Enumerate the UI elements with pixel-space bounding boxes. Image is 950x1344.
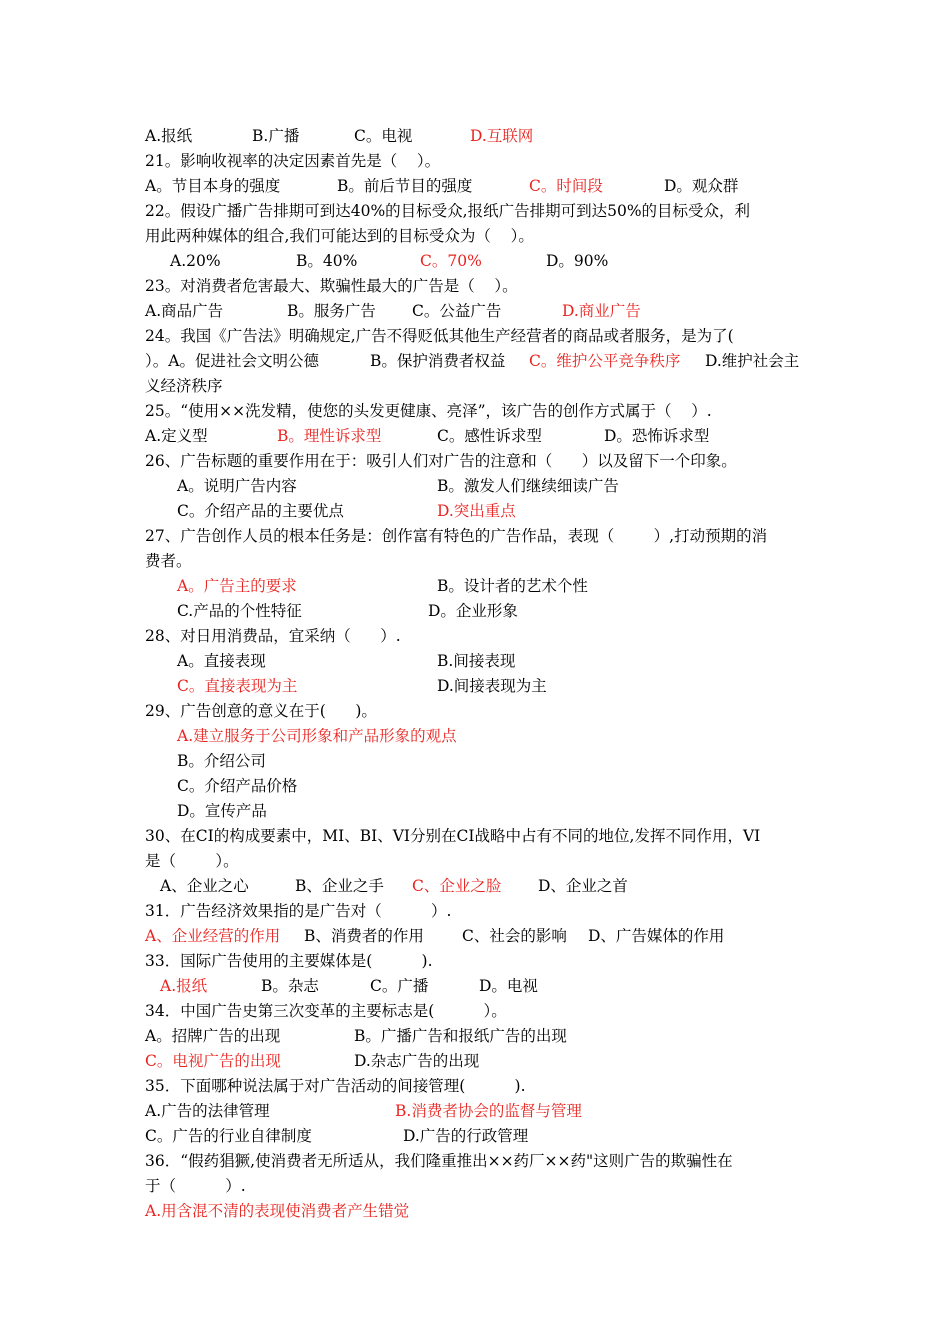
q21-option-d: D。观众群	[664, 177, 739, 195]
q22-stem-line1: 22。假设广播广告排期可到达40%的目标受众,报纸广告排期可到达50%的目标受众，利	[145, 202, 751, 220]
q36-stem-line1: 36．“假药猖獗,使消费者无所适从，我们隆重推出××药厂××药"这则广告的欺骗性在	[145, 1152, 733, 1170]
q24-stem-line3: 义经济秩序	[145, 377, 223, 395]
q20-option-a: A.报纸	[145, 127, 193, 145]
q27-option-d: D。企业形象	[428, 602, 518, 620]
q33-option-d: D。电视	[479, 977, 538, 995]
q23-option-c: C。公益广告	[412, 302, 502, 320]
q31-option-c: C、社会的影响	[462, 927, 567, 945]
q34-option-c-answer: C。电视广告的出现	[145, 1052, 281, 1070]
q21-option-a: A。节目本身的强度	[145, 177, 281, 195]
q24-option-c-answer: C。维护公平竞争秩序	[529, 352, 681, 370]
q22-option-c-answer: C。70%	[420, 252, 482, 270]
q24-option-a: ）。A。促进社会文明公德	[145, 352, 319, 370]
q24-option-d: D.维护社会主	[705, 352, 800, 370]
q25-option-b-answer: B。理性诉求型	[277, 427, 382, 445]
q22-option-b: B。40%	[296, 252, 358, 270]
q29-option-a-answer: A.建立服务于公司形象和产品形象的观点	[177, 727, 457, 745]
q27-stem-line2: 费者。	[145, 552, 192, 570]
q28-option-d: D.间接表现为主	[437, 677, 547, 695]
q27-stem-line1: 27、广告创作人员的根本任务是：创作富有特色的广告作品，表现（ ）,打动预期的消	[145, 527, 768, 545]
q31-option-d: D、广告媒体的作用	[588, 927, 725, 945]
q34-option-d: D.杂志广告的出现	[354, 1052, 480, 1070]
q23-option-a: A.商品广告	[145, 302, 224, 320]
q23-option-d-answer: D.商业广告	[562, 302, 641, 320]
q29-option-b: B。介绍公司	[177, 752, 266, 770]
q21-stem: 21。影响收视率的决定因素首先是（ ）。	[145, 152, 441, 170]
q24-stem-line1: 24。我国《广告法》明确规定,广告不得贬低其他生产经营者的商品或者服务，是为了(	[145, 327, 734, 345]
q27-option-a-answer: A。广告主的要求	[177, 577, 297, 595]
q20-option-b: B.广播	[252, 127, 300, 145]
q29-option-d: D。宣传产品	[177, 802, 267, 820]
q35-stem: 35．下面哪种说法属于对广告活动的间接管理( ).	[145, 1077, 526, 1095]
q36-option-a-answer: A.用含混不清的表现使消费者产生错觉	[145, 1202, 410, 1220]
q25-option-a: A.定义型	[145, 427, 208, 445]
q29-option-c: C。介绍产品价格	[177, 777, 298, 795]
q35-option-c: C。广告的行业自律制度	[145, 1127, 312, 1145]
q34-option-a: A。招牌广告的出现	[145, 1027, 281, 1045]
q23-stem: 23。对消费者危害最大、欺骗性最大的广告是（ ）。	[145, 277, 518, 295]
q30-stem-line2: 是（ ）。	[145, 852, 239, 870]
q28-option-c-answer: C。直接表现为主	[177, 677, 298, 695]
q24-option-b: B。保护消费者权益	[370, 352, 506, 370]
q27-option-c: C.产品的个性特征	[177, 602, 302, 620]
q34-option-b: B。广播广告和报纸广告的出现	[354, 1027, 567, 1045]
q26-option-d-answer: D.突出重点	[437, 502, 516, 520]
q28-option-b: B.间接表现	[437, 652, 516, 670]
q31-stem: 31．广告经济效果指的是广告对（ ）.	[145, 902, 452, 920]
q27-option-b: B。设计者的艺术个性	[437, 577, 588, 595]
q36-stem-line2: 于（ ）.	[145, 1177, 246, 1195]
q31-option-b: B、消费者的作用	[304, 927, 424, 945]
q22-stem-line2: 用此两种媒体的组合,我们可能达到的目标受众为（ ）。	[145, 227, 534, 245]
q26-option-a: A。说明广告内容	[177, 477, 297, 495]
q35-option-a: A.广告的法律管理	[145, 1102, 270, 1120]
q20-option-c: C。电视	[354, 127, 413, 145]
q22-option-d: D。90%	[546, 252, 609, 270]
q26-stem: 26、广告标题的重要作用在于：吸引人们对广告的注意和（ ）以及留下一个印象。	[145, 452, 737, 470]
q23-option-b: B。服务广告	[287, 302, 376, 320]
q30-option-d: D、企业之首	[538, 877, 628, 895]
q34-stem: 34．中国广告史第三次变革的主要标志是( ）。	[145, 1002, 507, 1020]
q26-option-b: B。激发人们继续细读广告	[437, 477, 619, 495]
q28-stem: 28、对日用消费品，宜采纳（ ）.	[145, 627, 401, 645]
q33-option-a-answer: A.报纸	[160, 977, 208, 995]
q30-stem-line1: 30、在CI的构成要素中，MI、BI、VI分别在CI战略中占有不同的地位,发挥不同作用，VI	[145, 827, 761, 845]
q30-option-b: B、企业之手	[295, 877, 384, 895]
q25-option-c: C。感性诉求型	[437, 427, 542, 445]
q33-stem: 33．国际广告使用的主要媒体是( ).	[145, 952, 433, 970]
q20-option-d-answer: D.互联网	[470, 127, 534, 145]
q25-stem: 25。“使用××洗发精，使您的头发更健康、亮泽”，该广告的创作方式属于（ ）.	[145, 402, 712, 420]
q22-option-a: A.20%	[170, 252, 221, 270]
q21-option-b: B。前后节目的强度	[337, 177, 473, 195]
q33-option-c: C。广播	[370, 977, 429, 995]
q30-option-c-answer: C、企业之脸	[412, 877, 502, 895]
q28-option-a: A。直接表现	[177, 652, 266, 670]
q29-stem: 29、广告创意的意义在于( )。	[145, 702, 377, 720]
q26-option-c: C。介绍产品的主要优点	[177, 502, 344, 520]
q25-option-d: D。恐怖诉求型	[604, 427, 710, 445]
q35-option-b-answer: B.消费者协会的监督与管理	[395, 1102, 582, 1120]
q35-option-d: D.广告的行政管理	[403, 1127, 529, 1145]
q31-option-a-answer: A、企业经营的作用	[145, 927, 281, 945]
q30-option-a: A、企业之心	[160, 877, 249, 895]
q33-option-b: B。杂志	[261, 977, 319, 995]
q21-option-c-answer: C。时间段	[529, 177, 603, 195]
